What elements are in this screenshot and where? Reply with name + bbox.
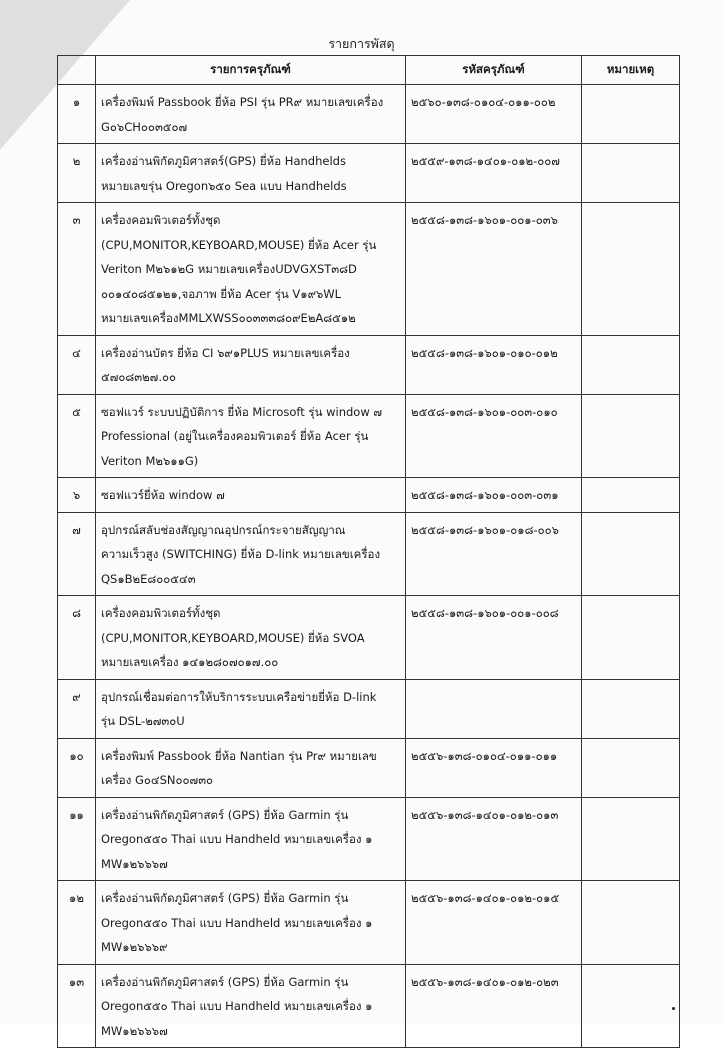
table-row — [58, 881, 680, 965]
row-note — [582, 85, 680, 144]
supplies-table — [57, 55, 680, 1048]
row-number: ๑๑ — [58, 797, 96, 881]
row-note — [582, 964, 680, 1048]
row-code: ๒๕๕๘-๑๓๘-๑๖๐๑-๐๑๐-๐๑๒ — [406, 335, 582, 394]
row-number: ๓ — [58, 203, 96, 336]
table-row — [58, 394, 680, 478]
row-code: ๒๕๕๘-๑๓๘-๑๖๐๑-๐๐๓-๐๑๐ — [406, 394, 582, 478]
row-item: ซอฟแวร์ยี่ห้อ window ๗ — [96, 478, 406, 513]
table-row — [58, 85, 680, 144]
header-code: รหัสครุภัณฑ์ — [406, 56, 582, 85]
row-number: ๖ — [58, 478, 96, 513]
row-number: ๗ — [58, 512, 96, 596]
row-note — [582, 596, 680, 680]
table-row — [58, 144, 680, 203]
row-code: ๒๕๕๖-๑๓๘-๐๑๐๔-๐๑๑-๐๑๑ — [406, 738, 582, 797]
row-item: เครื่องอ่านพิกัดภูมิศาสตร์ (GPS) ยี่ห้อ Garmin รุ่น Oregon๕๕๐ Thai แบบ Handheld หมายเลขเครื่อง ๑ MW๑๒๖๖๖๙ — [96, 881, 406, 965]
row-item: เครื่องอ่านบัตร ยี่ห้อ CI ๖๙๑PLUS หมายเลขเครื่อง ๕๗๐๘๓๒๗.๐๐ — [96, 335, 406, 394]
table-row — [58, 797, 680, 881]
row-code: ๒๕๕๖-๑๓๘-๑๔๐๑-๐๑๒-๐๒๓ — [406, 964, 582, 1048]
header-no — [58, 56, 96, 85]
header-item: รายการครุภัณฑ์ — [96, 56, 406, 85]
row-number: ๙ — [58, 679, 96, 738]
header-note: หมายเหตุ — [582, 56, 680, 85]
row-code: ๒๕๕๘-๑๓๘-๑๖๐๑-๐๑๘-๐๐๖ — [406, 512, 582, 596]
table-row — [58, 679, 680, 738]
table-row — [58, 964, 680, 1048]
row-item: ซอฟแวร์ ระบบปฏิบัติการ ยี่ห้อ Microsoft รุ่น window ๗ Professional (อยู่ในเครื่องคอมพิวเตอร์ ยี่ห้อ Acer รุ่น Veriton M๒๖๑๑G) — [96, 394, 406, 478]
row-number: ๑๐ — [58, 738, 96, 797]
row-number: ๘ — [58, 596, 96, 680]
table-header-row — [58, 56, 680, 85]
row-note — [582, 478, 680, 513]
row-note — [582, 797, 680, 881]
row-note — [582, 203, 680, 336]
row-note — [582, 144, 680, 203]
row-note — [582, 881, 680, 965]
row-item: เครื่องพิมพ์ Passbook ยี่ห้อ PSI รุ่น PR๙ หมายเลขเครื่อง G๐๖CH๐๐๓๕๐๗ — [96, 85, 406, 144]
table-row — [58, 335, 680, 394]
scan-speck — [672, 1007, 675, 1010]
row-item: เครื่องอ่านพิกัดภูมิศาสตร์ (GPS) ยี่ห้อ Garmin รุ่น Oregon๕๕๐ Thai แบบ Handheld หมายเลขเครื่อง ๑ MW๑๒๖๖๖๗ — [96, 797, 406, 881]
row-number: ๑ — [58, 85, 96, 144]
row-number: ๑๒ — [58, 881, 96, 965]
row-note — [582, 512, 680, 596]
row-number: ๒ — [58, 144, 96, 203]
table-row — [58, 203, 680, 336]
row-item: อุปกรณ์เชื่อมต่อการให้บริการระบบเครือข่ายยี่ห้อ D-link รุ่น DSL-๒๗๓๐U — [96, 679, 406, 738]
document-title: รายการพัสดุ — [328, 36, 395, 51]
row-code: ๒๕๖๐-๑๓๘-๐๑๐๔-๐๑๑-๐๐๒ — [406, 85, 582, 144]
row-item: เครื่องพิมพ์ Passbook ยี่ห้อ Nantian รุ่น Pr๙ หมายเลข เครื่อง G๐๔SN๐๐๗๓๐ — [96, 738, 406, 797]
row-item: เครื่องอ่านพิกัดภูมิศาสตร์(GPS) ยี่ห้อ Handhelds หมายเลขรุ่น Oregon๖๕๐ Sea แบบ Handhelds — [96, 144, 406, 203]
table-row — [58, 512, 680, 596]
row-note — [582, 335, 680, 394]
row-note — [582, 394, 680, 478]
row-item: เครื่องคอมพิวเตอร์ทั้งชุด (CPU,MONITOR,KEYBOARD,MOUSE) ยี่ห้อ SVOA หมายเลขเครื่อง ๑๔๑๒๘๐๗๐๑๗.๐๐ — [96, 596, 406, 680]
row-number: ๑๓ — [58, 964, 96, 1048]
row-item: เครื่องคอมพิวเตอร์ทั้งชุด (CPU,MONITOR,KEYBOARD,MOUSE) ยี่ห้อ Acer รุ่น Veriton M๒๖๑๒G หมายเลขเครื่องUDVGXST๓๘D ๐๐๑๔๐๘๕๑๒๑,จอภาพ ยี่ห้อ Acer รุ่น V๑๙๖WL หมายเลขเครื่องMMLXWSS๐๐๓๓๓๘๐๙E๒A๘๕๑๒ — [96, 203, 406, 336]
table-row — [58, 738, 680, 797]
row-code: ๒๕๕๖-๑๓๘-๑๔๐๑-๐๑๒-๐๑๕ — [406, 881, 582, 965]
table-row — [58, 596, 680, 680]
row-item: อุปกรณ์สลับช่องสัญญาณอุปกรณ์กระจายสัญญาณ ความเร็วสูง (SWITCHING) ยี่ห้อ D-link หมายเลขเครื่อง QS๑B๒E๘๐๐๕๔๓ — [96, 512, 406, 596]
row-code — [406, 679, 582, 738]
row-note — [582, 738, 680, 797]
row-code: ๒๕๕๙-๑๓๘-๑๔๐๑-๐๑๒-๐๐๗ — [406, 144, 582, 203]
row-code: ๒๕๕๘-๑๓๘-๑๖๐๑-๐๐๑-๐๐๘ — [406, 596, 582, 680]
row-item: เครื่องอ่านพิกัดภูมิศาสตร์ (GPS) ยี่ห้อ Garmin รุ่น Oregon๕๕๐ Thai แบบ Handheld หมายเลขเครื่อง ๑ MW๑๒๖๖๖๗ — [96, 964, 406, 1048]
table-row — [58, 478, 680, 513]
row-number: ๔ — [58, 335, 96, 394]
row-code: ๒๕๕๘-๑๓๘-๑๖๐๑-๐๐๓-๐๓๑ — [406, 478, 582, 513]
row-note — [582, 679, 680, 738]
row-code: ๒๕๕๘-๑๓๘-๑๖๐๑-๐๐๑-๐๓๖ — [406, 203, 582, 336]
row-code: ๒๕๕๖-๑๓๘-๑๔๐๑-๐๑๒-๐๑๓ — [406, 797, 582, 881]
row-number: ๕ — [58, 394, 96, 478]
